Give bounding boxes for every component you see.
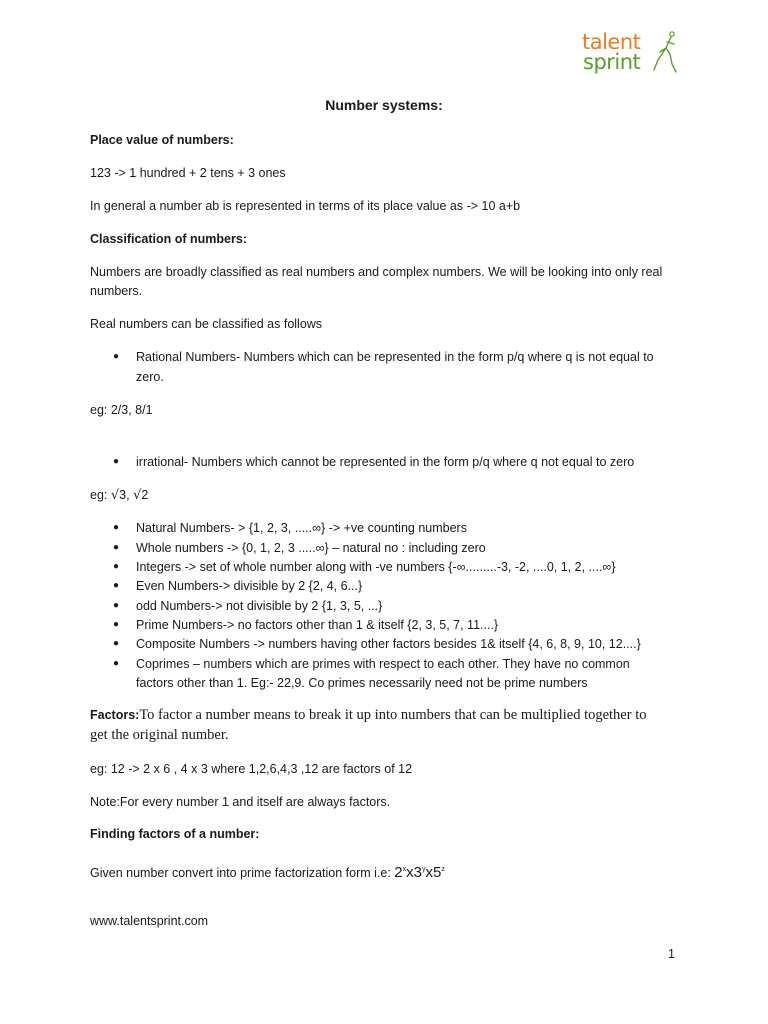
heading-classification: Classification of numbers: xyxy=(90,232,247,246)
list-item-even: Even Numbers-> divisible by 2 {2, 4, 6...} xyxy=(136,579,363,593)
factors-label: Factors: xyxy=(90,708,140,722)
list-item-natural: Natural Numbers- > {1, 2, 3, .....∞} -> +ve counting numbers xyxy=(136,521,467,535)
prime-factorization-prefix: Given number convert into prime factorization form i.e: xyxy=(90,866,395,880)
factors-example: eg: 12 -> 2 x 6 , 4 x 3 where 1,2,6,4,3 ,12 are factors of 12 xyxy=(90,762,413,776)
bullet-icon: ● xyxy=(113,351,120,362)
bullet-icon: ● xyxy=(113,522,120,533)
heading-finding-factors: Finding factors of a number: xyxy=(90,827,260,841)
irrational-example-value: 2 xyxy=(141,488,149,502)
formula-exponent: y xyxy=(421,866,426,873)
sqrt-icon: √ xyxy=(133,488,142,503)
factors-definition-line2: get the original number. xyxy=(90,727,229,743)
talentsprint-logo xyxy=(582,30,682,78)
factors-note: Note:For every number 1 and itself are always factors. xyxy=(90,795,391,809)
rational-example: eg: 2/3, 8/1 xyxy=(90,403,153,417)
rational-definition-line1: Rational Numbers- Numbers which can be represented in the form p/q where q is not equal to xyxy=(136,350,654,364)
place-value-example: 123 -> 1 hundred + 2 tens + 3 ones xyxy=(90,166,286,180)
bullet-icon: ● xyxy=(113,638,120,649)
irrational-definition: irrational- Numbers which cannot be represented in the form p/q where q not equal to zero xyxy=(136,455,635,469)
bullet-icon: ● xyxy=(113,456,120,467)
factors-text: To factor a number means to break it up into numbers that can be multiplied together to xyxy=(139,707,647,723)
list-item-prime: Prime Numbers-> no factors other than 1 & itself {2, 3, 5, 7, 11....} xyxy=(136,618,499,632)
formula-base: 2 xyxy=(394,864,403,881)
bullet-icon: ● xyxy=(113,542,120,553)
formula-base: x3 xyxy=(406,864,422,881)
classification-text-line1: Numbers are broadly classified as real numbers and complex numbers. We will be looking into only real xyxy=(90,265,663,279)
formula-exponent: z xyxy=(441,866,445,873)
bullet-icon: ● xyxy=(113,619,120,630)
irrational-example-value: 3, xyxy=(119,488,134,502)
footer-website: www.talentsprint.com xyxy=(90,914,209,928)
place-value-general: In general a number ab is represented in terms of its place value as -> 10 a+b xyxy=(90,199,521,213)
irrational-example xyxy=(90,487,148,504)
logo-word-talent: talent xyxy=(582,30,641,54)
list-item-odd: odd Numbers-> not divisible by 2 {1, 3, 5, ...} xyxy=(136,599,383,613)
list-item-whole: Whole numbers -> {0, 1, 2, 3 .....∞} – natural no : including zero xyxy=(136,541,486,555)
bullet-icon: ● xyxy=(113,658,120,669)
sqrt-icon: √ xyxy=(110,488,120,503)
page-title: Number systems: xyxy=(325,97,443,113)
prime-factorization-line xyxy=(90,862,445,881)
list-item-coprimes: Coprimes – numbers which are primes with respect to each other. They have no common xyxy=(136,657,630,671)
page-number: 1 xyxy=(668,947,675,961)
bullet-icon: ● xyxy=(113,580,120,591)
classification-text-line2: numbers. xyxy=(90,284,143,298)
list-item-coprimes-continued: factors other than 1. Eg:- 22,9. Co primes necessarily need not be prime numbers xyxy=(136,676,588,690)
rational-definition-line2: zero. xyxy=(136,370,164,384)
logo-word-sprint: sprint xyxy=(583,50,641,74)
heading-place-value: Place value of numbers: xyxy=(90,133,234,147)
runner-icon xyxy=(652,30,678,76)
bullet-icon: ● xyxy=(113,561,120,572)
real-numbers-intro: Real numbers can be classified as follows xyxy=(90,317,323,331)
formula-exponent: x xyxy=(402,866,407,873)
list-item-composite: Composite Numbers -> numbers having other factors besides 1& itself {4, 6, 8, 9, 10, 12....} xyxy=(136,637,641,651)
list-item-integers: Integers -> set of whole number along with -ve numbers {-∞.........-3, -2, ....0, 1, 2, ....∞} xyxy=(136,560,616,574)
irrational-example-prefix: eg: xyxy=(90,488,111,502)
formula-base: x5 xyxy=(425,864,442,881)
factors-definition-line1 xyxy=(90,705,646,725)
bullet-icon: ● xyxy=(113,600,120,611)
